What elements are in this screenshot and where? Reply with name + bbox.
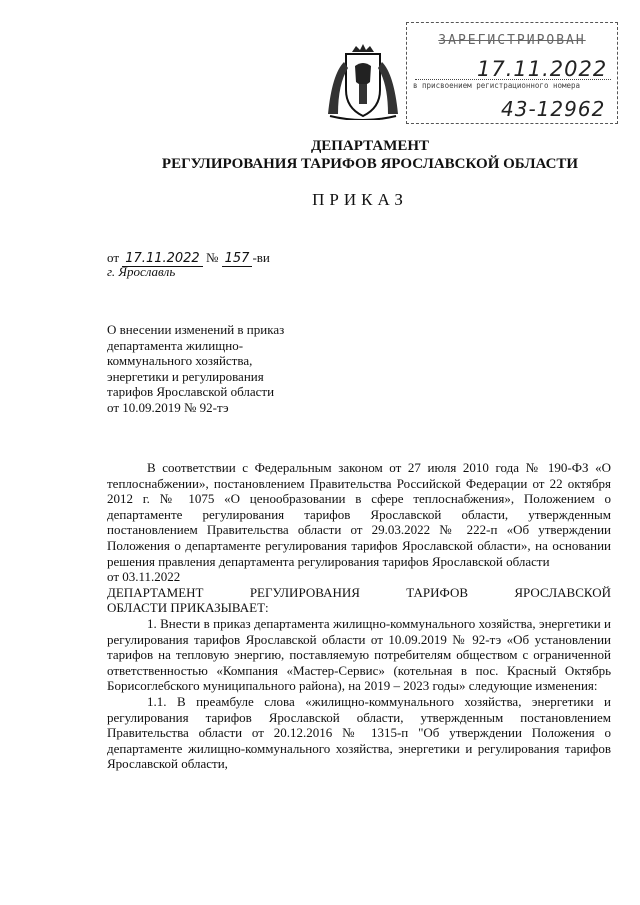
orders-word: РЕГУЛИРОВАНИЯ — [249, 584, 360, 600]
order-date-prefix: от — [107, 250, 120, 265]
item-1-1-paragraph: 1.1. В преамбуле слова «жилищно-коммунального хозяйства, энергетики и регулирования тарифов Ярославской области, утвержденным постановлением Правительства области от 20.12.2016 № 1315-п "Об утверждении Положения о департаменте жилищно-коммунального хозяйства, энергетики и регулирования тарифов Ярославской области, — [107, 693, 611, 772]
department-title-line1: ДЕПАРТАМЕНТ — [310, 138, 430, 154]
subject-line: тарифов Ярославской области — [107, 384, 275, 399]
stamp-number: 43-12962 — [501, 97, 606, 121]
preamble-date: от 03.11.2022 — [107, 569, 181, 585]
order-body — [107, 460, 611, 772]
department-title-line2: РЕГУЛИРОВАНИЯ ТАРИФОВ ЯРОСЛАВСКОЙ ОБЛАСТИ — [161, 156, 579, 172]
orders-word: ДЕПАРТАМЕНТ — [107, 584, 204, 600]
subject-line: коммунального хозяйства, — [107, 353, 253, 368]
order-number-suffix: -ви — [252, 250, 270, 265]
orders-heading-line1 — [107, 585, 611, 601]
stamp-date: 17.11.2022 — [477, 57, 608, 81]
order-number: 157 — [222, 251, 253, 267]
item-1-paragraph: 1. Внести в приказ департамента жилищно-коммунального хозяйства, энергетики и регулирования тарифов Ярославской области от 10.09.2019 № 92-тэ «Об установлении тарифов на тепловую энергию, поставляемую потребителям обществом с ограниченной ответственностью «Компания «Мастер-Сервис» (котельная в пос. Красный Октябрь Борисоглебского муниципального района), на 2019 – 2023 годы» следующие изменения: — [107, 615, 611, 694]
stamp-divider — [415, 79, 611, 80]
order-city: г. Ярославль — [107, 264, 176, 279]
order-subject — [107, 322, 317, 415]
preamble-paragraph: В соответствии с Федеральным законом от 27 июля 2010 года № 190-ФЗ «О теплоснабжении», постановлением Правительства Российской Федерации от 22 октября 2012 г. № 1075 «О ценообразовании в сфере теплоснабжения», Положением о департаменте регулирования тарифов Ярославской области, утвержденным постановлением Правительства области от 29.03.2022 № 222-п «Об утверждении Положения о департаменте регулирования тарифов Ярославской области», на основании решения правления департамента регулирования тарифов Ярославской области — [107, 460, 611, 569]
registration-stamp — [406, 22, 618, 124]
stamp-note: в присвоением регистрационного номера — [413, 81, 581, 90]
subject-line: департамента жилищно- — [107, 337, 244, 353]
document-type-title: ПРИКАЗ — [312, 190, 408, 209]
orders-word: ТАРИФОВ — [406, 584, 469, 600]
subject-line: от 10.09.2019 № 92-тэ — [107, 399, 229, 415]
stamp-title: ЗАРЕГИСТРИРОВАН — [438, 33, 586, 48]
coat-of-arms-icon — [326, 44, 400, 120]
subject-line: энергетики и регулирования — [107, 368, 264, 384]
orders-heading-line2: ОБЛАСТИ ПРИКАЗЫВАЕТ: — [107, 600, 269, 616]
orders-word: ЯРОСЛАВСКОЙ — [514, 584, 611, 600]
subject-line: О внесении изменений в приказ — [107, 322, 285, 337]
order-date: 17.11.2022 — [122, 251, 202, 267]
order-number-sign: № — [205, 250, 219, 265]
